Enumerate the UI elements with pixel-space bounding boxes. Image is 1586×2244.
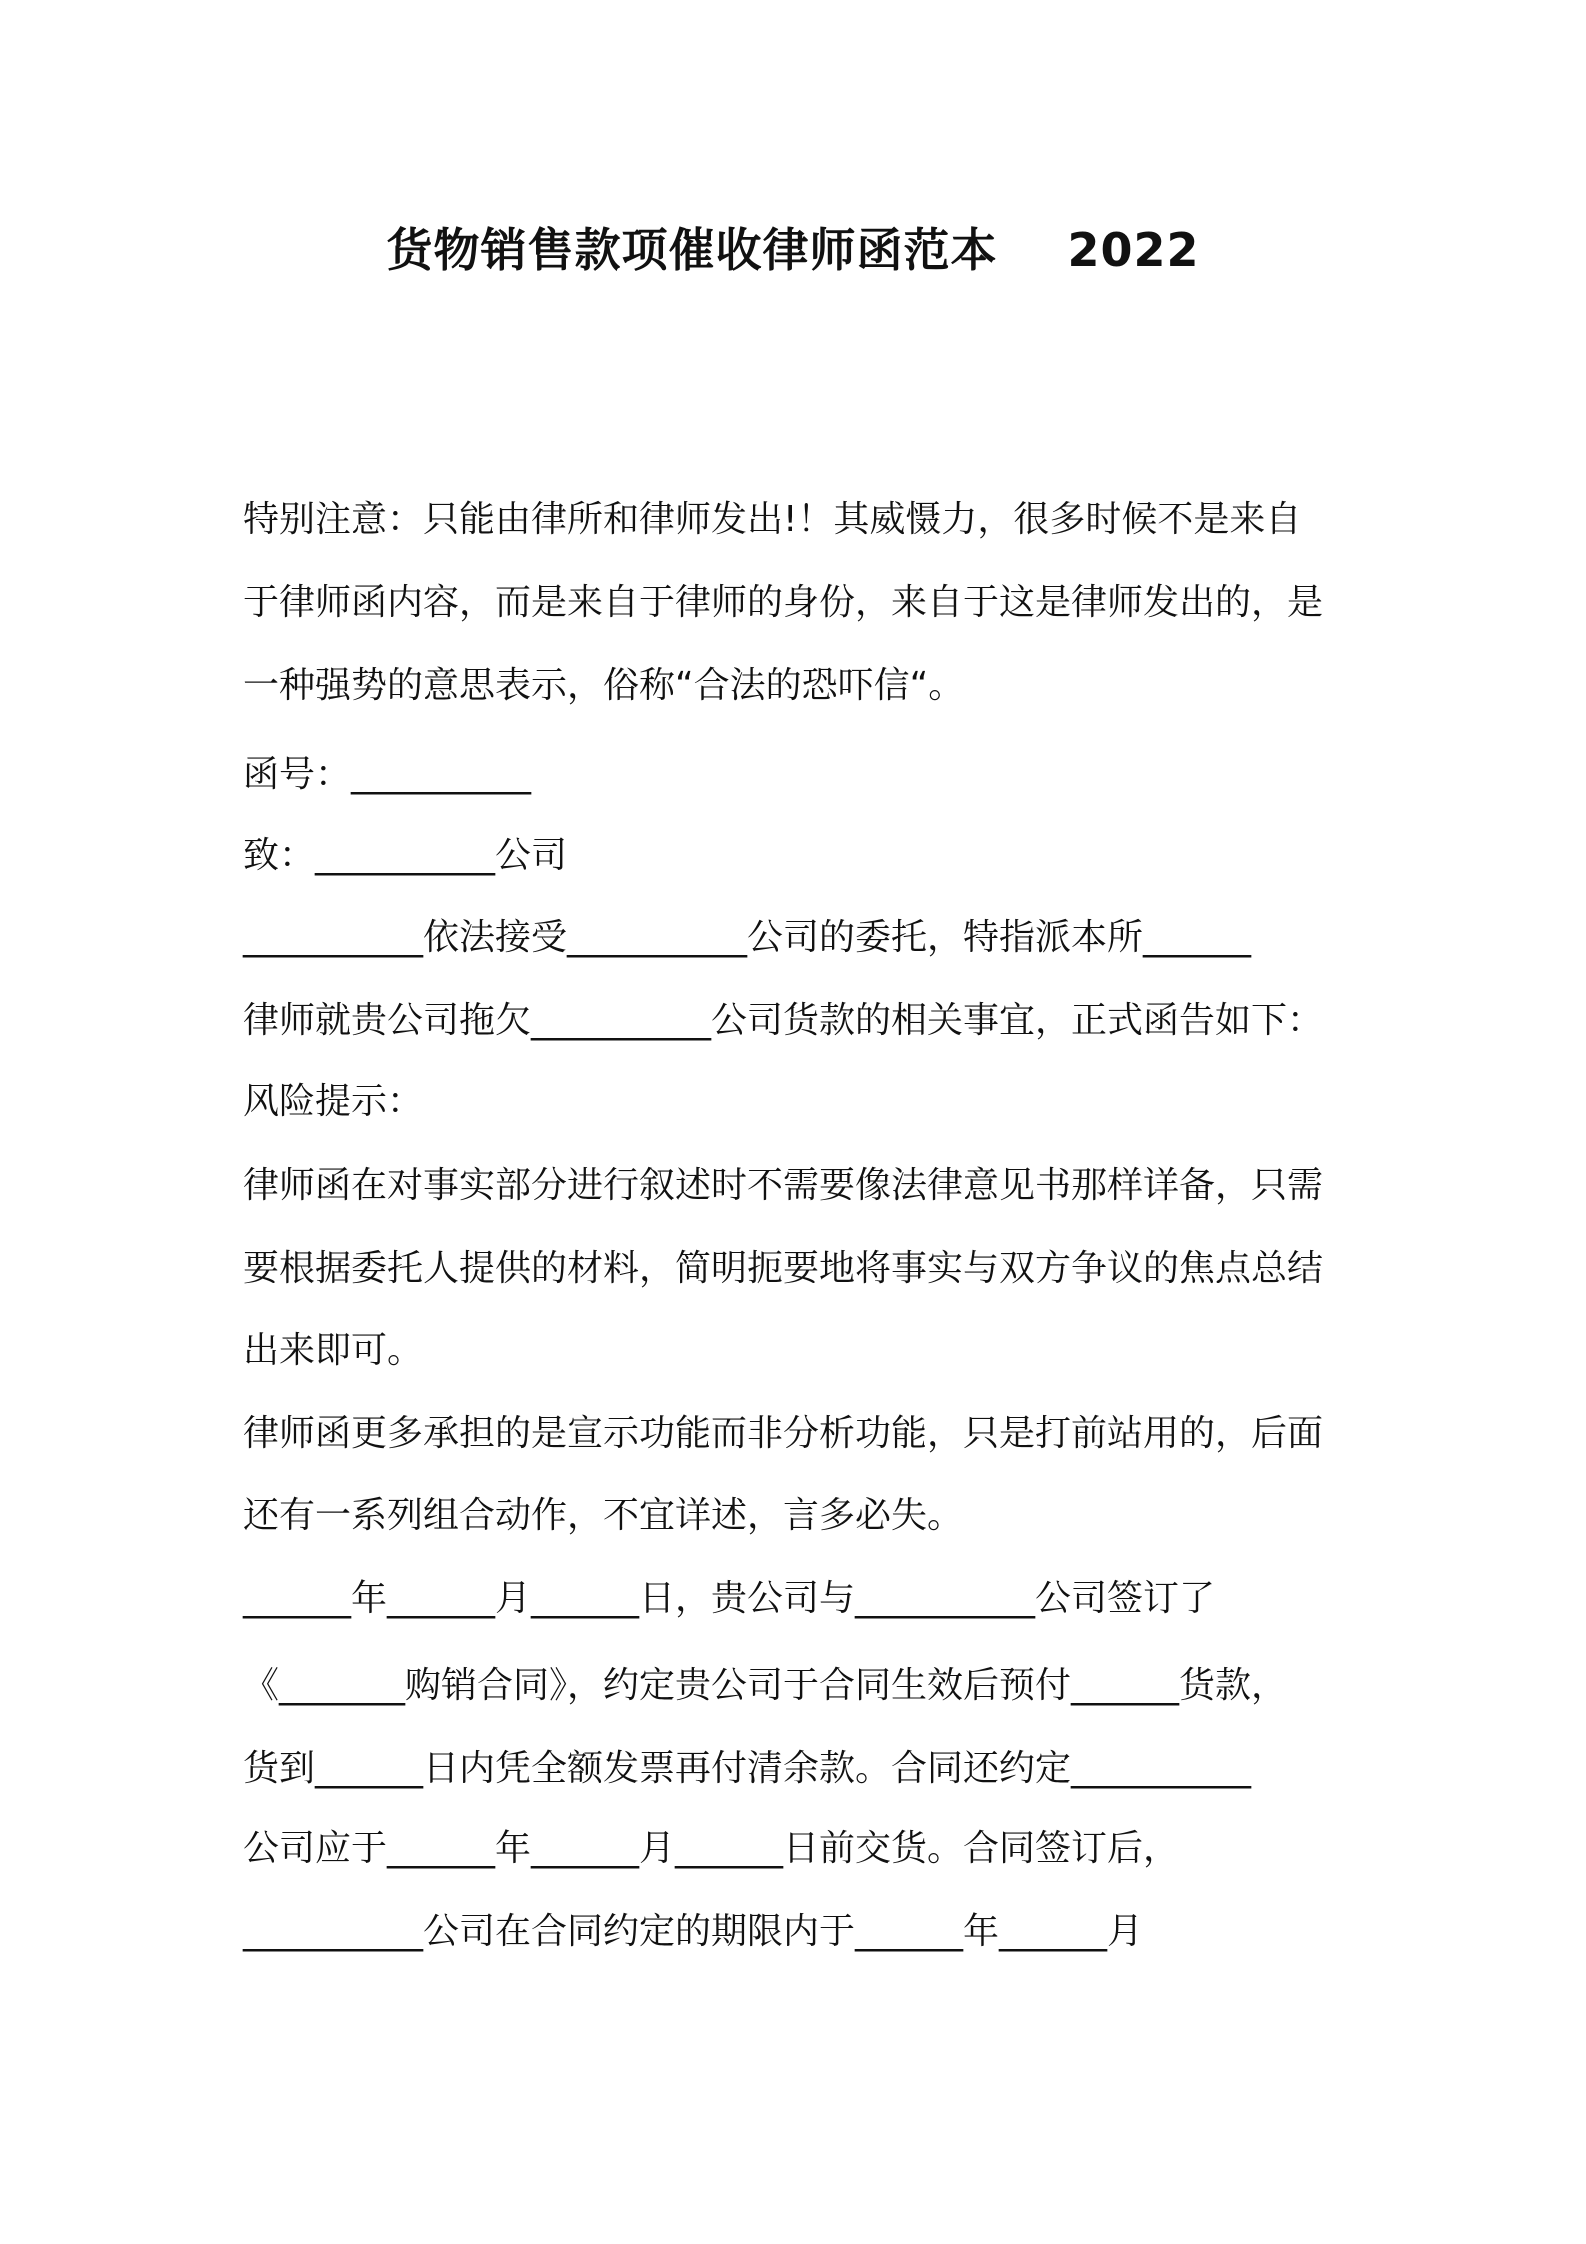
- letter-number-line: 函号：__________: [243, 754, 532, 795]
- paragraph-line: 还有一系列组合动作，不宜详述，言多必失。: [243, 1495, 964, 1536]
- paragraph-line: 一种强势的意思表示，俗称“合法的恐吓信“。: [243, 665, 965, 706]
- section-heading: 风险提示：: [243, 1081, 424, 1122]
- document-title: [0, 214, 1586, 280]
- title-text: 货物销售款项催收律师函范本: [386, 223, 998, 277]
- paragraph-line: 特别注意：只能由律所和律师发出!！其威慑力，很多时候不是来自: [243, 499, 1302, 540]
- paragraph-line: 《_______购销合同》，约定贵公司于合同生效后预付______货款，: [243, 1665, 1288, 1706]
- paragraph-line: 于律师函内容，而是来自于律师的身份，来自于这是律师发出的，是: [243, 582, 1324, 623]
- paragraph-line: 公司应于______年______月______日前交货。合同签订后，: [243, 1828, 1180, 1869]
- paragraph-line: 要根据委托人提供的材料，简明扼要地将事实与双方争议的焦点总结: [243, 1248, 1324, 1289]
- title-year: 2022: [1067, 223, 1200, 277]
- paragraph-line: 出来即可。: [243, 1330, 424, 1371]
- paragraph-line: __________依法接受__________公司的委托，特指派本所______: [243, 917, 1252, 958]
- paragraph-line: __________公司在合同约定的期限内于______年______月: [243, 1911, 1144, 1952]
- recipient-line: 致：__________公司: [243, 835, 568, 876]
- paragraph-line: 律师函更多承担的是宣示功能而非分析功能，只是打前站用的，后面: [243, 1413, 1324, 1454]
- paragraph-line: ______年______月______日，贵公司与__________公司签订了: [243, 1578, 1216, 1619]
- paragraph-line: 货到______日内凭全额发票再付清余款。合同还约定__________: [243, 1748, 1252, 1789]
- paragraph-line: 律师就贵公司拖欠__________公司货款的相关事宜，正式函告如下：: [243, 1000, 1324, 1041]
- paragraph-line: 律师函在对事实部分进行叙述时不需要像法律意见书那样详备，只需: [243, 1165, 1324, 1206]
